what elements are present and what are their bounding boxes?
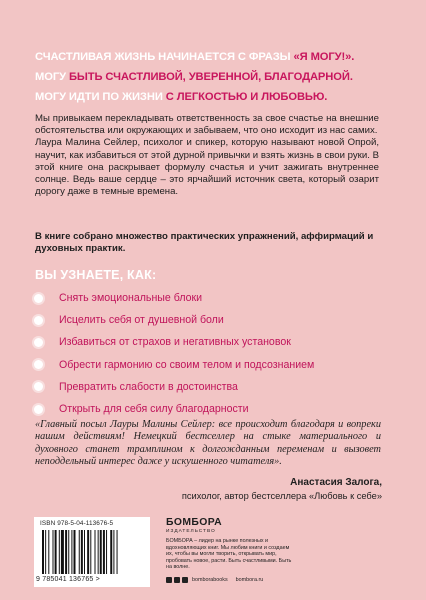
isbn-number: ISBN 978-5-04-113676-5 bbox=[40, 520, 114, 527]
bullet-dot-icon bbox=[34, 382, 43, 391]
headline-2-highlight: БЫТЬ СЧАСТЛИВОЙ, УВЕРЕННОЙ, БЛАГОДАРНОЙ. bbox=[68, 71, 353, 83]
youtube-icon bbox=[182, 577, 188, 583]
list-item bbox=[32, 376, 392, 398]
learn-list bbox=[32, 287, 392, 420]
publisher-website: bombora.ru bbox=[235, 577, 264, 583]
list-item bbox=[32, 287, 392, 309]
author-description: психолог, автор бестселлера «Любовь к себе» bbox=[181, 491, 382, 501]
list-item bbox=[32, 398, 392, 420]
author-name: Анастасия Залога, bbox=[290, 477, 382, 488]
headline-line-1 bbox=[35, 47, 405, 67]
instagram-icon bbox=[174, 577, 180, 583]
list-item-text: Превратить слабости в достоинства bbox=[59, 380, 238, 393]
review-quote: «Главный посыл Лауры Малины Сейлер: все происходит благодаря и вопреки нашим действиям! Немецкий бестселлер на стыке материального и духовного станет трамплином к долгожданным переменам и вызовет неподдельный интерес даже у искушенного читателя». bbox=[35, 419, 381, 467]
barcode-digits: 9 785041 136765 > bbox=[36, 576, 100, 583]
list-item-text: Снять эмоциональные блоки bbox=[59, 292, 203, 305]
learn-title: ВЫ УЗНАЕТЕ, КАК: bbox=[35, 268, 157, 282]
list-item-text: Обрести гармонию со своим телом и подсознанием bbox=[59, 358, 315, 371]
list-item bbox=[32, 331, 392, 353]
list-item bbox=[32, 354, 392, 376]
publisher-description: БОМБОРА – лидер на рынке полезных и вдохновляющих книг. Мы любим книги и создаем их, чтобы вы могли творить, открывать мир, пробовать новое, расти. Быть счастливыми. Быть на волне. bbox=[166, 538, 292, 570]
list-item-text: Исцелить себя от душевной боли bbox=[59, 314, 224, 327]
barcode bbox=[34, 517, 150, 587]
headline-3-highlight: С ЛЕГКОСТЬЮ И ЛЮБОВЬЮ. bbox=[165, 91, 328, 103]
bullet-dot-icon bbox=[34, 360, 43, 369]
bullet-dot-icon bbox=[34, 405, 43, 414]
bold-note: В книге собрано множество практических упражнений, аффирмаций и духовных практик. bbox=[35, 231, 374, 255]
headline-line-3 bbox=[35, 87, 405, 107]
publisher-logo-name: БОМБОРА bbox=[166, 517, 223, 528]
barcode-bars-icon bbox=[42, 530, 144, 574]
list-item bbox=[32, 309, 392, 331]
bullet-dot-icon bbox=[34, 338, 43, 347]
bullet-dot-icon bbox=[34, 316, 43, 325]
list-item-text: Открыть для себя силу благодарности bbox=[59, 403, 249, 416]
vk-icon bbox=[166, 577, 172, 583]
quote-author bbox=[42, 476, 382, 503]
bullet-dot-icon bbox=[34, 294, 43, 303]
publisher-block bbox=[166, 518, 296, 571]
headline bbox=[35, 47, 405, 107]
publisher-subtitle: ИЗДАТЕЛЬСТВО bbox=[166, 529, 216, 534]
headline-line-2 bbox=[35, 67, 405, 87]
intro-text bbox=[35, 113, 379, 198]
headline-1-white: СЧАСТЛИВАЯ ЖИЗНЬ НАЧИНАЕТСЯ С ФРАЗЫ bbox=[35, 51, 291, 63]
intro-paragraph-1: Мы привыкаем перекладывать ответственность за свое счастье на внешние обстоятельства или окружающих и забываем, что оно исходит из нас самих. bbox=[35, 113, 379, 137]
intro-paragraph-2: Лаура Малина Сейлер, психолог и спикер, которую называют новой Опрой, научит, как избавиться от этой дурной привычки и взять жизнь в свои руки. В этой книге она раскрывает формулу счастья и учит зажигать внутреннее солнце. Ведь ваше сердце – это ярчайший источник света, который озарит дорогу даже в темные времена. bbox=[35, 137, 379, 198]
publisher-socials bbox=[166, 577, 263, 583]
list-item-text: Избавиться от страхов и негативных установок bbox=[59, 336, 291, 349]
headline-1-highlight: «Я МОГУ!». bbox=[293, 51, 355, 63]
headline-2-white: МОГУ bbox=[35, 71, 66, 83]
social-handle: bomborabooks bbox=[192, 577, 228, 583]
headline-3-white: МОГУ ИДТИ ПО ЖИЗНИ bbox=[35, 91, 163, 103]
